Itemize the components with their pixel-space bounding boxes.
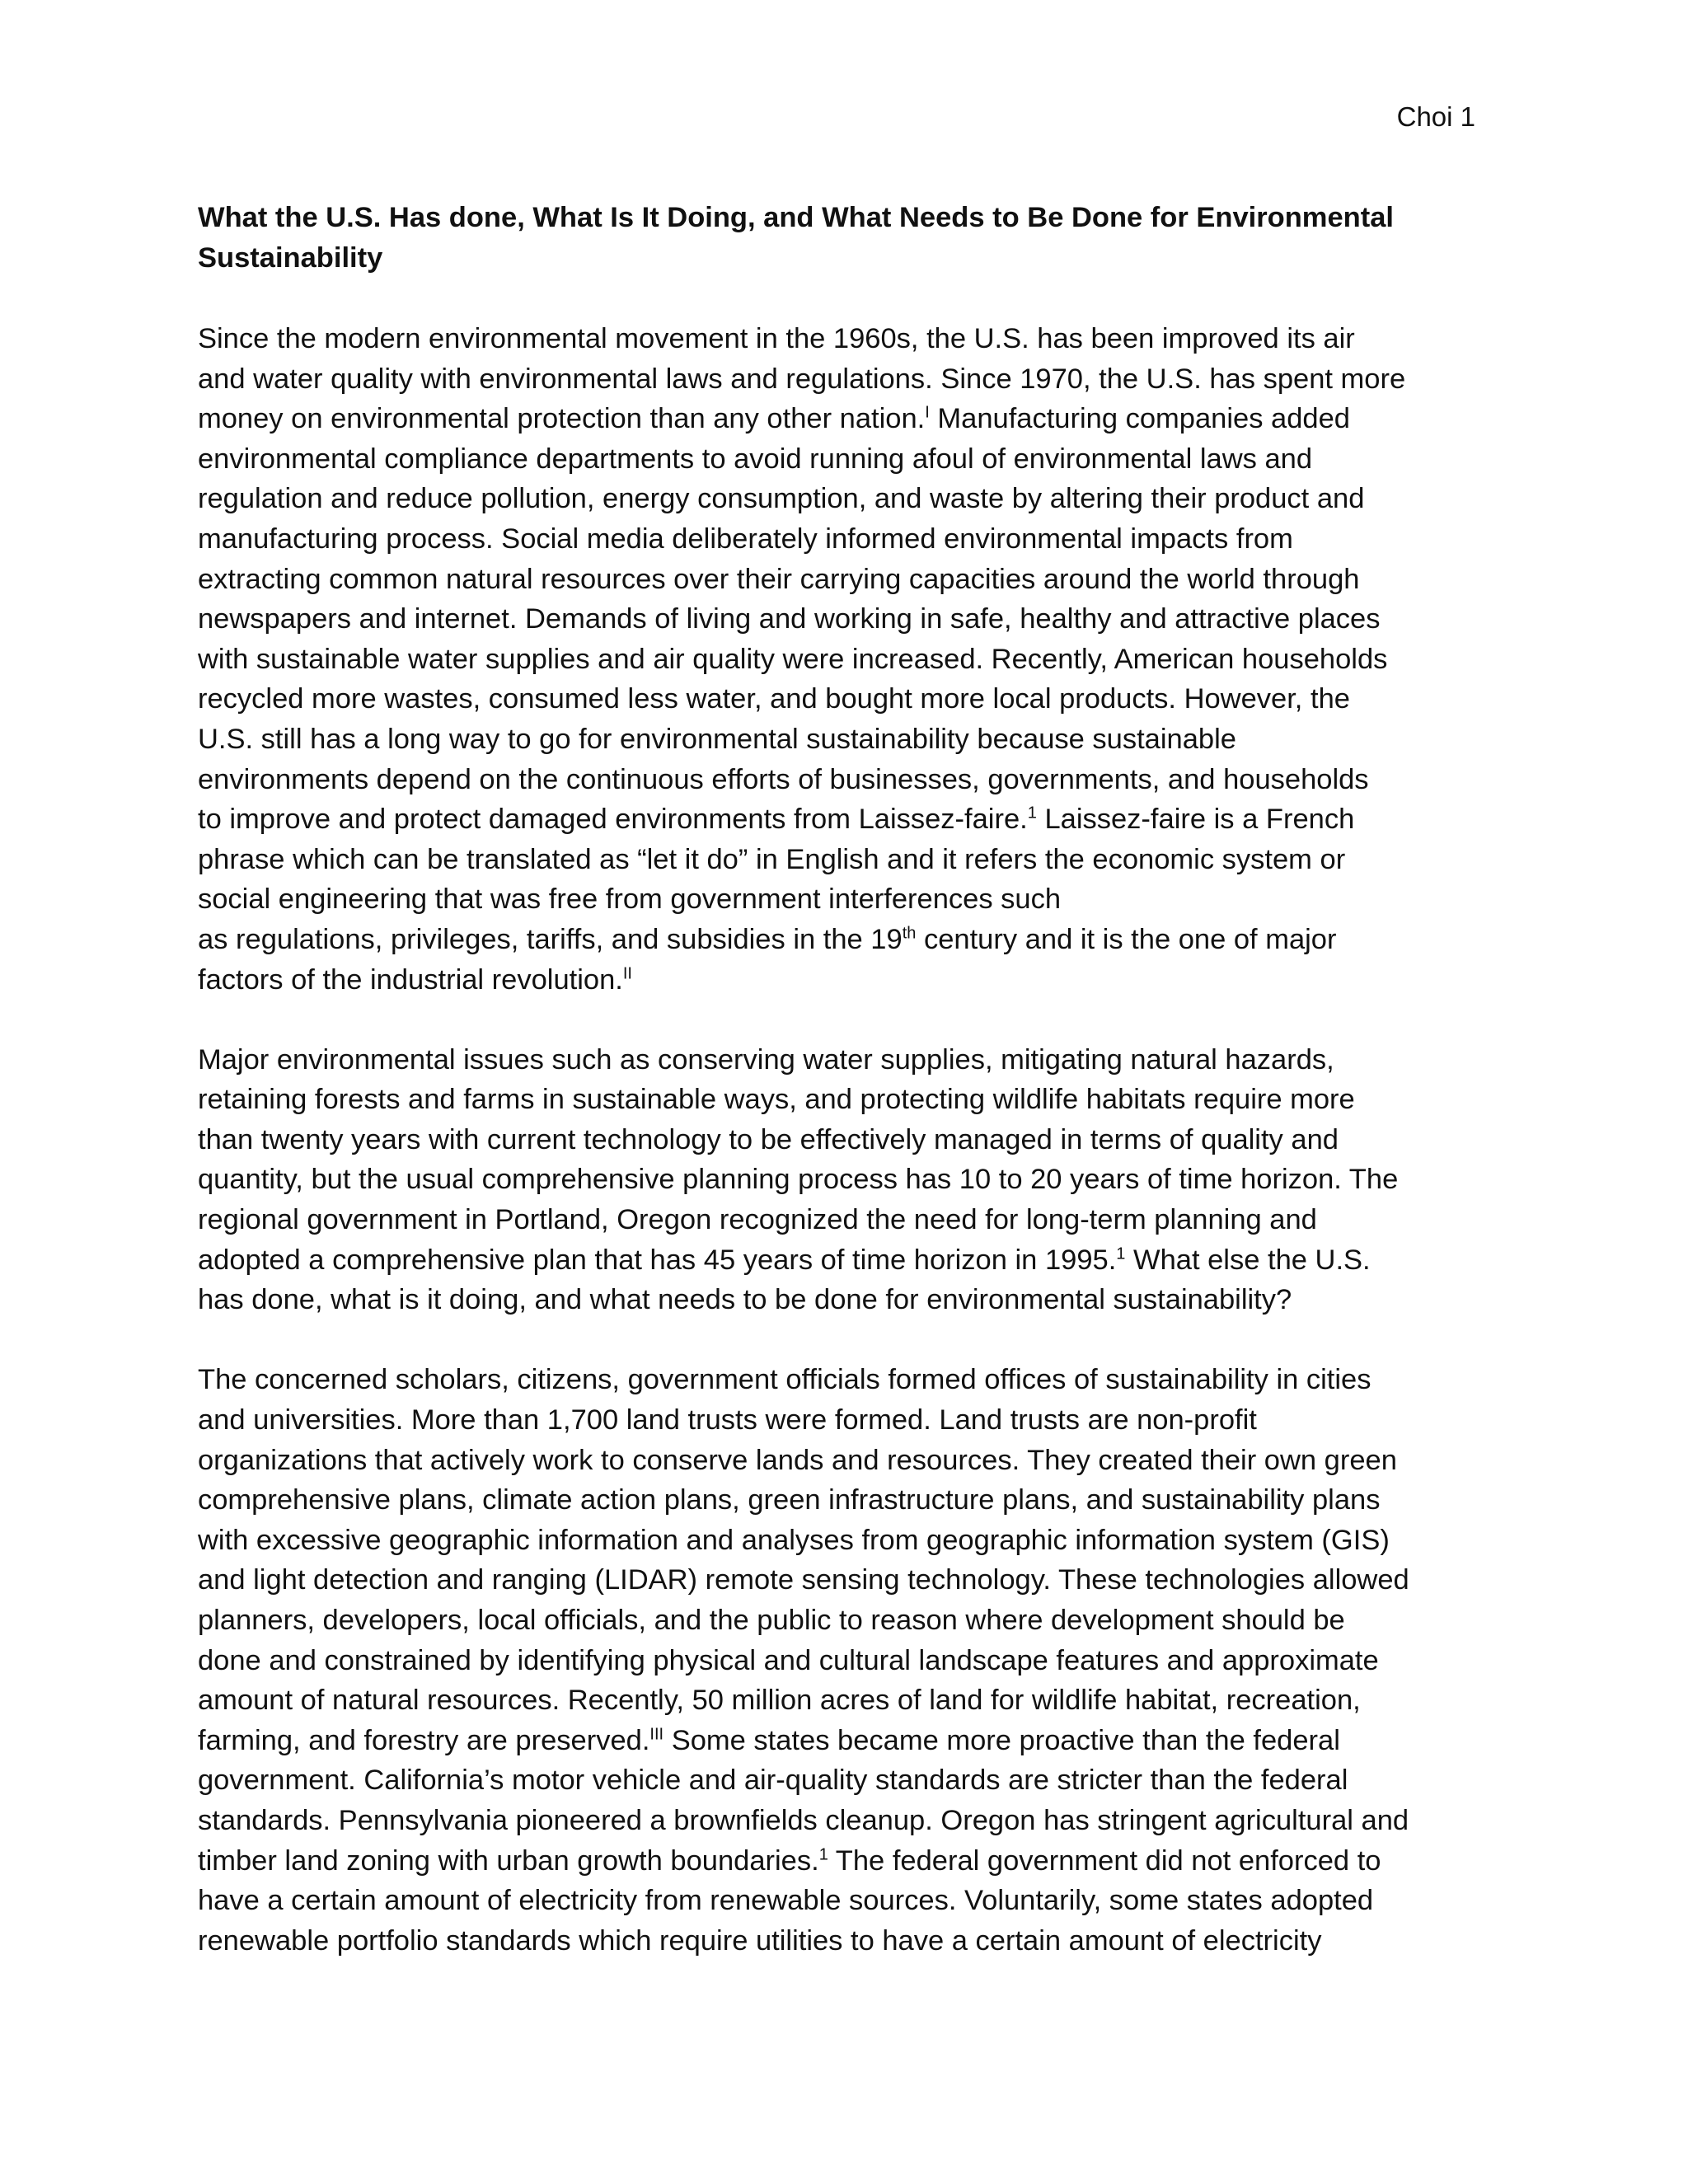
text-line: government. California’s motor vehicle and air-quality standards are stricter than the federal — [198, 1765, 1348, 1797]
text-line: newspapers and internet. Demands of living and working in safe, healthy and attractive places — [198, 603, 1381, 635]
text-line: environmental compliance departments to avoid running afoul of environmental laws and — [198, 443, 1313, 475]
text-line: extracting common natural resources over their carrying capacities around the world through — [198, 563, 1360, 595]
text-line: planners, developers, local officials, and the public to reason where development should be — [198, 1605, 1345, 1636]
paragraph-2 — [198, 1040, 1484, 1320]
text-line: factors of the industrial revolution.$^{II}$ — [198, 963, 632, 996]
text-line: Major environmental issues such as conserving water supplies, mitigating natural hazards, — [198, 1043, 1334, 1076]
title-line: What the U.S. Has done, What Is It Doing, and What Needs to Be Done for Environmental — [198, 202, 1395, 233]
text-line: than twenty years with current technology to be effectively managed in terms of quality and — [198, 1123, 1339, 1155]
footnote-marker: I — [925, 403, 930, 422]
text-line: with sustainable water supplies and air quality were increased. Recently, American households — [198, 643, 1388, 675]
text-line: with excessive geographic information and analyses from geographic information system (GIS) — [198, 1524, 1390, 1556]
paragraph-3 — [198, 1360, 1484, 1961]
text-line: standards. Pennsylvania pioneered a brownfields cleanup. Oregon has stringent agricultural and — [198, 1804, 1409, 1836]
document-title — [198, 198, 1484, 279]
text-line: phrase which can be translated as “let it do” in English and it refers the economic system or — [198, 843, 1346, 875]
text-line: as regulations, privileges, tariffs, and subsidies in the 19th century and it is the one of major — [198, 923, 1337, 955]
footnote-marker: II — [622, 964, 632, 982]
text-line: and water quality with environmental laws and regulations. Since 1970, the U.S. has spent more — [198, 363, 1406, 395]
text-line: retaining forests and farms in sustainable ways, and protecting wildlife habitats require more — [198, 1084, 1355, 1116]
footnote-marker: III — [649, 1725, 664, 1744]
footnote-marker: 1 — [1116, 1244, 1126, 1263]
footnote-marker: 1 — [1027, 804, 1037, 823]
text-line: U.S. still has a long way to go for environmental sustainability because sustainable — [198, 723, 1236, 755]
page-number: Choi 1 — [1396, 101, 1475, 132]
text-line: Since the modern environmental movement in the 1960s, the U.S. has been improved its air — [198, 323, 1355, 354]
document-body — [198, 198, 1484, 2001]
text-line: regulation and reduce pollution, energy consumption, and waste by altering their product and — [198, 483, 1365, 515]
footnote-marker: 1 — [818, 1845, 828, 1864]
text-line: and light detection and ranging (LIDAR) remote sensing technology. These technologies allowed — [198, 1564, 1409, 1596]
text-line: social engineering that was free from government interferences such — [198, 883, 1062, 916]
text-line: manufacturing process. Social media deliberately informed environmental impacts from — [198, 523, 1293, 555]
text-line: recycled more wastes, consumed less water, and bought more local products. However, the — [198, 683, 1350, 715]
text-line: money on environmental protection than any other nation.$^I$ Manufacturing companies added — [198, 403, 1350, 435]
text-line: farming, and forestry are preserved.$^{III}$ Some states became more proactive than the federal — [198, 1724, 1340, 1756]
text-line: comprehensive plans, climate action plans, green infrastructure plans, and sustainability plans — [198, 1484, 1381, 1516]
text-line: to improve and protect damaged environments from Laissez-faire.$^1$ Laissez-faire is a French — [198, 804, 1355, 836]
footnote-marker: th — [902, 924, 917, 943]
text-line: have a certain amount of electricity from renewable sources. Voluntarily, some states adopted — [198, 1885, 1374, 1917]
text-line: has done, what is it doing, and what needs to be done for environmental sustainability? — [198, 1284, 1292, 1316]
text-line: done and constrained by identifying physical and cultural landscape features and approximate — [198, 1644, 1379, 1676]
text-line: timber land zoning with urban growth boundaries.$^1$ The federal government did not enforced to — [198, 1844, 1381, 1877]
text-line: renewable portfolio standards which require utilities to have a certain amount of electricity — [198, 1924, 1322, 1957]
text-line: organizations that actively work to conserve lands and resources. They created their own green — [198, 1444, 1397, 1476]
text-line: environments depend on the continuous efforts of businesses, governments, and households — [198, 763, 1369, 795]
paragraph-1 — [198, 319, 1484, 1000]
title-line: Sustainability — [198, 242, 383, 274]
text-line: amount of natural resources. Recently, 50 million acres of land for wildlife habitat, recreation, — [198, 1685, 1361, 1717]
text-line: and universities. More than 1,700 land trusts were formed. Land trusts are non-profit — [198, 1404, 1257, 1436]
text-line: quantity, but the usual comprehensive planning process has 10 to 20 years of time horizon. The — [198, 1164, 1399, 1196]
text-line: regional government in Portland, Oregon recognized the need for long-term planning and — [198, 1204, 1317, 1236]
text-line: The concerned scholars, citizens, government officials formed offices of sustainability in cities — [198, 1364, 1372, 1396]
text-line: adopted a comprehensive plan that has 45 years of time horizon in 1995.$^1$ What else the U.S. — [198, 1244, 1371, 1276]
